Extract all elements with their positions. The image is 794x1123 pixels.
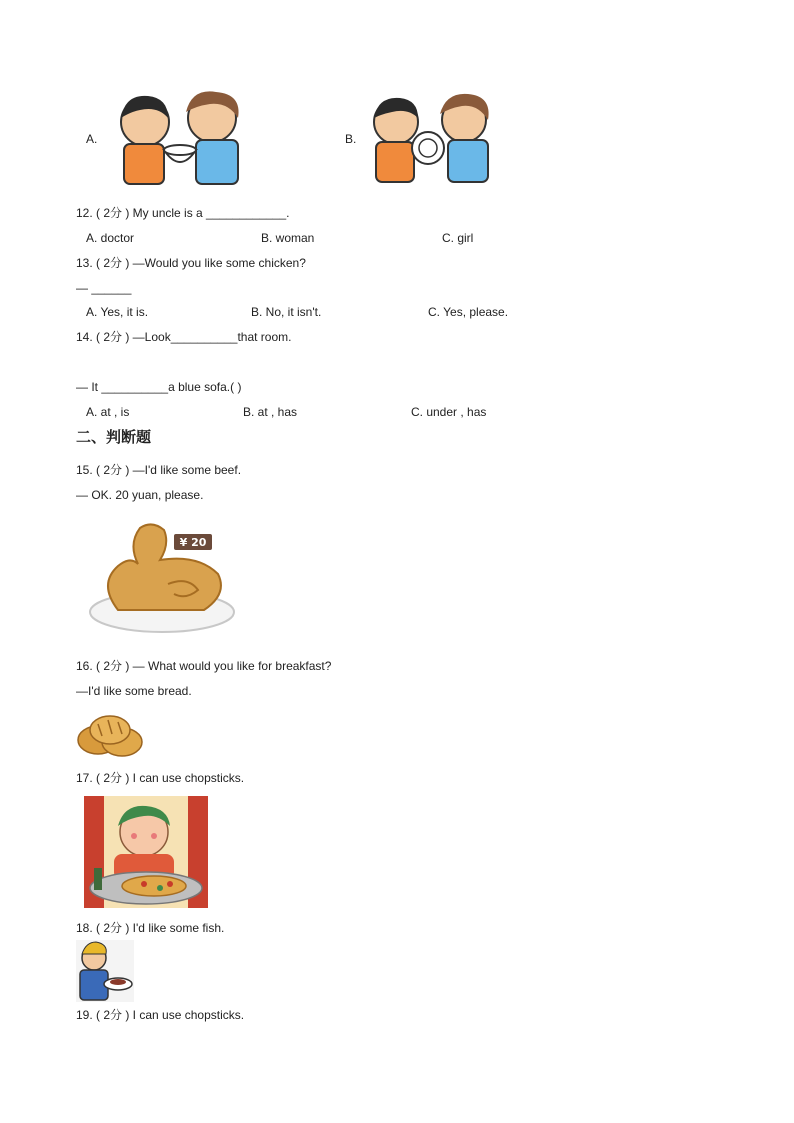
q12-option-a: A. doctor bbox=[86, 231, 135, 245]
option-b-label: B. bbox=[345, 132, 357, 146]
question-16-line-1: 16. ( 2分 ) — What would you like for breakfast? bbox=[76, 659, 332, 673]
question-18-line-1: 18. ( 2分 ) I'd like some fish. bbox=[76, 921, 225, 935]
question-14-stem: 14. ( 2分 ) —Look__________that room. bbox=[76, 330, 292, 344]
question-16-line-2: —I'd like some bread. bbox=[76, 684, 192, 698]
boys-with-plate-image bbox=[360, 86, 510, 190]
boys-with-bowl-image bbox=[100, 82, 270, 190]
question-19-line-1: 19. ( 2分 ) I can use chopsticks. bbox=[76, 1008, 245, 1022]
q13-reply-blank: — ______ bbox=[76, 281, 132, 295]
q14-option-c: C. under , has bbox=[411, 405, 487, 419]
q13-option-b: B. No, it isn't. bbox=[251, 305, 322, 319]
q14-option-b: B. at , has bbox=[243, 405, 298, 419]
boy-with-fish-plate-image bbox=[76, 940, 134, 1002]
q14-option-a: A. at , is bbox=[86, 405, 130, 419]
roast-chicken-image bbox=[78, 514, 250, 642]
q14-reply: — It __________a blue sofa.( ) bbox=[76, 380, 242, 394]
question-15-line-1: 15. ( 2分 ) —I'd like some beef. bbox=[76, 463, 242, 477]
q13-option-c: C. Yes, please. bbox=[428, 305, 509, 319]
question-15-line-2: — OK. 20 yuan, please. bbox=[76, 488, 204, 502]
option-a-label: A. bbox=[86, 132, 98, 146]
girl-eating-pizza-image bbox=[84, 796, 208, 908]
q13-option-a: A. Yes, it is. bbox=[86, 305, 149, 319]
q12-option-b: B. woman bbox=[261, 231, 315, 245]
bread-image bbox=[76, 710, 144, 758]
q12-option-c: C. girl bbox=[442, 231, 474, 245]
question-13-stem: 13. ( 2分 ) —Would you like some chicken? bbox=[76, 256, 306, 270]
section-heading: 二、判断题 bbox=[76, 428, 152, 446]
question-12-stem: 12. ( 2分 ) My uncle is a ____________. bbox=[76, 206, 290, 220]
question-17-line-1: 17. ( 2分 ) I can use chopsticks. bbox=[76, 771, 245, 785]
price-tag-text: ¥ 20 bbox=[179, 536, 207, 549]
